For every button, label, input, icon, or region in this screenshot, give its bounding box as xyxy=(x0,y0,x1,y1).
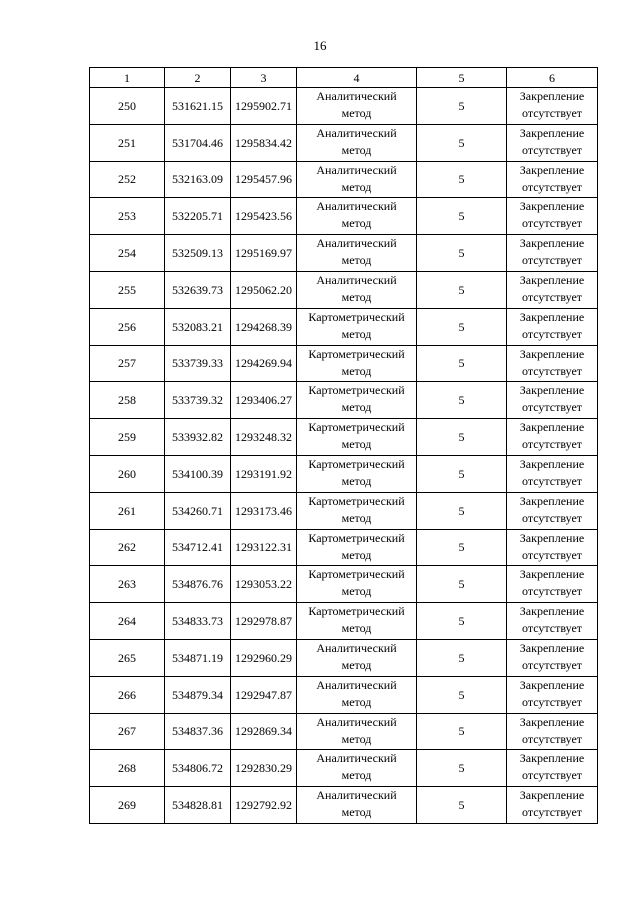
method-cell xyxy=(297,639,417,676)
accuracy-cell: 5 xyxy=(417,419,507,456)
y-coordinate-cell: 1292830.29 xyxy=(231,750,297,787)
method-cell xyxy=(297,124,417,161)
accuracy-cell: 5 xyxy=(417,271,507,308)
method-cell xyxy=(297,308,417,345)
fixation-text-line: отсутствует xyxy=(521,731,583,746)
y-coordinate-cell: 1293053.22 xyxy=(231,566,297,603)
header-col-2: 2 xyxy=(165,68,231,88)
accuracy-cell: 5 xyxy=(417,713,507,750)
fixation-cell xyxy=(507,639,598,676)
fixation-text-line: отсутствует xyxy=(521,584,583,599)
point-number-cell: 268 xyxy=(90,750,165,787)
header-col-5: 5 xyxy=(417,68,507,88)
method-cell xyxy=(297,345,417,382)
fixation-text-line: отсутствует xyxy=(521,510,583,525)
table-row xyxy=(90,198,598,235)
table-row xyxy=(90,529,598,566)
method-cell xyxy=(297,750,417,787)
table-row xyxy=(90,566,598,603)
fixation-cell xyxy=(507,566,598,603)
method-text-line: Аналитический xyxy=(316,125,397,140)
fixation-cell xyxy=(507,529,598,566)
method-text-line: Аналитический xyxy=(316,677,397,692)
fixation-text-line: Закрепление xyxy=(519,199,585,214)
y-coordinate-cell: 1292869.34 xyxy=(231,713,297,750)
x-coordinate-cell: 532639.73 xyxy=(165,271,231,308)
method-text-line: Картометрический xyxy=(308,493,405,508)
fixation-text-line: отсутствует xyxy=(521,805,583,820)
accuracy-cell: 5 xyxy=(417,529,507,566)
table-row xyxy=(90,124,598,161)
fixation-text-line: Закрепление xyxy=(519,456,585,471)
table-row xyxy=(90,713,598,750)
fixation-cell xyxy=(507,382,598,419)
method-text-line: метод xyxy=(341,253,372,268)
method-text-line: метод xyxy=(341,731,372,746)
method-cell xyxy=(297,603,417,640)
y-coordinate-cell: 1292978.87 xyxy=(231,603,297,640)
method-text-line: Картометрический xyxy=(308,346,405,361)
fixation-text-line: Закрепление xyxy=(519,346,585,361)
fixation-text-line: отсутствует xyxy=(521,473,583,488)
table-row xyxy=(90,603,598,640)
point-number-cell: 266 xyxy=(90,676,165,713)
fixation-text-line: Закрепление xyxy=(519,788,585,803)
table-row xyxy=(90,235,598,272)
y-coordinate-cell: 1295062.20 xyxy=(231,271,297,308)
x-coordinate-cell: 534876.76 xyxy=(165,566,231,603)
table-row xyxy=(90,382,598,419)
fixation-text-line: Закрепление xyxy=(519,420,585,435)
fixation-cell xyxy=(507,271,598,308)
accuracy-cell: 5 xyxy=(417,345,507,382)
x-coordinate-cell: 532163.09 xyxy=(165,161,231,198)
method-text-line: метод xyxy=(341,547,372,562)
header-col-6: 6 xyxy=(507,68,598,88)
table-row xyxy=(90,750,598,787)
fixation-text-line: отсутствует xyxy=(521,621,583,636)
method-text-line: Аналитический xyxy=(316,272,397,287)
method-text-line: Аналитический xyxy=(316,788,397,803)
fixation-text-line: Закрепление xyxy=(519,604,585,619)
accuracy-cell: 5 xyxy=(417,235,507,272)
method-text-line: Аналитический xyxy=(316,236,397,251)
method-text-line: метод xyxy=(341,437,372,452)
table-header-row xyxy=(90,68,598,88)
table-row xyxy=(90,271,598,308)
point-number-cell: 255 xyxy=(90,271,165,308)
fixation-cell xyxy=(507,235,598,272)
x-coordinate-cell: 531621.15 xyxy=(165,88,231,125)
page-number: 16 xyxy=(313,38,327,53)
method-text-line: метод xyxy=(341,621,372,636)
fixation-text-line: отсутствует xyxy=(521,694,583,709)
method-text-line: Картометрический xyxy=(308,456,405,471)
fixation-text-line: отсутствует xyxy=(521,253,583,268)
table-row xyxy=(90,676,598,713)
y-coordinate-cell: 1293122.31 xyxy=(231,529,297,566)
point-number-cell: 257 xyxy=(90,345,165,382)
method-text-line: Аналитический xyxy=(316,640,397,655)
fixation-text-line: отсутствует xyxy=(521,106,583,120)
fixation-text-line: отсутствует xyxy=(521,657,583,672)
accuracy-cell: 5 xyxy=(417,124,507,161)
fixation-text-line: Закрепление xyxy=(519,162,585,177)
fixation-cell xyxy=(507,345,598,382)
accuracy-cell: 5 xyxy=(417,639,507,676)
method-text-line: метод xyxy=(341,400,372,415)
y-coordinate-cell: 1293406.27 xyxy=(231,382,297,419)
method-cell xyxy=(297,455,417,492)
fixation-text-line: Закрепление xyxy=(519,236,585,251)
method-text-line: метод xyxy=(341,326,372,341)
fixation-cell xyxy=(507,713,598,750)
fixation-cell xyxy=(507,787,598,824)
point-number-cell: 250 xyxy=(90,88,165,125)
table-row xyxy=(90,345,598,382)
point-number-cell: 265 xyxy=(90,639,165,676)
y-coordinate-cell: 1294268.39 xyxy=(231,308,297,345)
point-number-cell: 261 xyxy=(90,492,165,529)
table-row xyxy=(90,787,598,824)
x-coordinate-cell: 531704.46 xyxy=(165,124,231,161)
point-number-cell: 259 xyxy=(90,419,165,456)
y-coordinate-cell: 1295169.97 xyxy=(231,235,297,272)
y-coordinate-cell: 1293173.46 xyxy=(231,492,297,529)
fixation-cell xyxy=(507,161,598,198)
method-text-line: Аналитический xyxy=(316,89,397,103)
y-coordinate-cell: 1292947.87 xyxy=(231,676,297,713)
method-text-line: Аналитический xyxy=(316,199,397,214)
fixation-text-line: Закрепление xyxy=(519,530,585,545)
point-number-cell: 267 xyxy=(90,713,165,750)
point-number-cell: 260 xyxy=(90,455,165,492)
method-cell xyxy=(297,492,417,529)
table-row xyxy=(90,88,598,125)
fixation-text-line: отсутствует xyxy=(521,142,583,157)
fixation-text-line: отсутствует xyxy=(521,547,583,562)
fixation-text-line: Закрепление xyxy=(519,640,585,655)
accuracy-cell: 5 xyxy=(417,492,507,529)
method-text-line: Аналитический xyxy=(316,751,397,766)
table-row xyxy=(90,419,598,456)
fixation-text-line: отсутствует xyxy=(521,768,583,783)
method-text-line: Картометрический xyxy=(308,604,405,619)
fixation-text-line: Закрепление xyxy=(519,89,585,103)
method-text-line: Картометрический xyxy=(308,383,405,398)
fixation-text-line: Закрепление xyxy=(519,493,585,508)
method-cell xyxy=(297,529,417,566)
y-coordinate-cell: 1292960.29 xyxy=(231,639,297,676)
fixation-text-line: Закрепление xyxy=(519,677,585,692)
table-row xyxy=(90,455,598,492)
y-coordinate-cell: 1295834.42 xyxy=(231,124,297,161)
method-cell xyxy=(297,787,417,824)
accuracy-cell: 5 xyxy=(417,308,507,345)
point-number-cell: 251 xyxy=(90,124,165,161)
fixation-text-line: Закрепление xyxy=(519,309,585,324)
x-coordinate-cell: 534871.19 xyxy=(165,639,231,676)
fixation-text-line: отсутствует xyxy=(521,289,583,304)
fixation-text-line: отсутствует xyxy=(521,216,583,231)
method-text-line: метод xyxy=(341,584,372,599)
method-text-line: Картометрический xyxy=(308,309,405,324)
accuracy-cell: 5 xyxy=(417,455,507,492)
method-text-line: метод xyxy=(341,216,372,231)
method-cell xyxy=(297,235,417,272)
point-number-cell: 256 xyxy=(90,308,165,345)
fixation-text-line: Закрепление xyxy=(519,383,585,398)
x-coordinate-cell: 533739.33 xyxy=(165,345,231,382)
point-number-cell: 252 xyxy=(90,161,165,198)
y-coordinate-cell: 1294269.94 xyxy=(231,345,297,382)
x-coordinate-cell: 534828.81 xyxy=(165,787,231,824)
fixation-text-line: отсутствует xyxy=(521,437,583,452)
table-row xyxy=(90,639,598,676)
y-coordinate-cell: 1295423.56 xyxy=(231,198,297,235)
method-cell xyxy=(297,419,417,456)
accuracy-cell: 5 xyxy=(417,88,507,125)
method-text-line: метод xyxy=(341,510,372,525)
method-cell xyxy=(297,713,417,750)
method-cell xyxy=(297,676,417,713)
accuracy-cell: 5 xyxy=(417,787,507,824)
fixation-text-line: отсутствует xyxy=(521,179,583,194)
method-text-line: Аналитический xyxy=(316,714,397,729)
x-coordinate-cell: 532509.13 xyxy=(165,235,231,272)
fixation-cell xyxy=(507,419,598,456)
fixation-cell xyxy=(507,198,598,235)
method-text-line: метод xyxy=(341,289,372,304)
table-row xyxy=(90,308,598,345)
point-number-cell: 264 xyxy=(90,603,165,640)
fixation-text-line: Закрепление xyxy=(519,125,585,140)
accuracy-cell: 5 xyxy=(417,382,507,419)
point-number-cell: 263 xyxy=(90,566,165,603)
method-cell xyxy=(297,382,417,419)
method-text-line: Картометрический xyxy=(308,420,405,435)
method-cell xyxy=(297,566,417,603)
method-text-line: метод xyxy=(341,179,372,194)
fixation-cell xyxy=(507,676,598,713)
x-coordinate-cell: 533932.82 xyxy=(165,419,231,456)
method-text-line: метод xyxy=(341,694,372,709)
table-row xyxy=(90,492,598,529)
accuracy-cell: 5 xyxy=(417,566,507,603)
fixation-cell xyxy=(507,124,598,161)
accuracy-cell: 5 xyxy=(417,750,507,787)
method-cell xyxy=(297,88,417,125)
method-text-line: метод xyxy=(341,768,372,783)
x-coordinate-cell: 534833.73 xyxy=(165,603,231,640)
x-coordinate-cell: 532083.21 xyxy=(165,308,231,345)
y-coordinate-cell: 1295902.71 xyxy=(231,88,297,125)
x-coordinate-cell: 534837.36 xyxy=(165,713,231,750)
fixation-text-line: отсутствует xyxy=(521,363,583,378)
fixation-cell xyxy=(507,455,598,492)
fixation-cell xyxy=(507,492,598,529)
point-number-cell: 262 xyxy=(90,529,165,566)
point-number-cell: 254 xyxy=(90,235,165,272)
point-number-cell: 269 xyxy=(90,787,165,824)
header-col-1: 1 xyxy=(90,68,165,88)
method-text-line: метод xyxy=(341,473,372,488)
y-coordinate-cell: 1293248.32 xyxy=(231,419,297,456)
fixation-cell xyxy=(507,308,598,345)
fixation-text-line: Закрепление xyxy=(519,272,585,287)
y-coordinate-cell: 1293191.92 xyxy=(231,455,297,492)
accuracy-cell: 5 xyxy=(417,161,507,198)
method-text-line: Картометрический xyxy=(308,530,405,545)
fixation-text-line: отсутствует xyxy=(521,400,583,415)
method-text-line: Аналитический xyxy=(316,162,397,177)
y-coordinate-cell: 1292792.92 xyxy=(231,787,297,824)
accuracy-cell: 5 xyxy=(417,676,507,713)
x-coordinate-cell: 532205.71 xyxy=(165,198,231,235)
fixation-text-line: Закрепление xyxy=(519,567,585,582)
method-text-line: метод xyxy=(341,657,372,672)
x-coordinate-cell: 534100.39 xyxy=(165,455,231,492)
method-cell xyxy=(297,271,417,308)
accuracy-cell: 5 xyxy=(417,198,507,235)
method-text-line: метод xyxy=(341,363,372,378)
y-coordinate-cell: 1295457.96 xyxy=(231,161,297,198)
method-cell xyxy=(297,161,417,198)
method-cell xyxy=(297,198,417,235)
x-coordinate-cell: 533739.32 xyxy=(165,382,231,419)
table-row xyxy=(90,161,598,198)
x-coordinate-cell: 534712.41 xyxy=(165,529,231,566)
point-number-cell: 258 xyxy=(90,382,165,419)
fixation-cell xyxy=(507,603,598,640)
fixation-cell xyxy=(507,750,598,787)
header-col-3: 3 xyxy=(231,68,297,88)
fixation-cell xyxy=(507,88,598,125)
coordinates-table xyxy=(89,67,598,824)
point-number-cell: 253 xyxy=(90,198,165,235)
header-col-4: 4 xyxy=(297,68,417,88)
fixation-text-line: Закрепление xyxy=(519,714,585,729)
method-text-line: Картометрический xyxy=(308,567,405,582)
x-coordinate-cell: 534806.72 xyxy=(165,750,231,787)
accuracy-cell: 5 xyxy=(417,603,507,640)
method-text-line: метод xyxy=(341,106,372,120)
method-text-line: метод xyxy=(341,142,372,157)
x-coordinate-cell: 534879.34 xyxy=(165,676,231,713)
method-text-line: метод xyxy=(341,805,372,820)
table-body xyxy=(90,88,598,824)
fixation-text-line: Закрепление xyxy=(519,751,585,766)
fixation-text-line: отсутствует xyxy=(521,326,583,341)
x-coordinate-cell: 534260.71 xyxy=(165,492,231,529)
